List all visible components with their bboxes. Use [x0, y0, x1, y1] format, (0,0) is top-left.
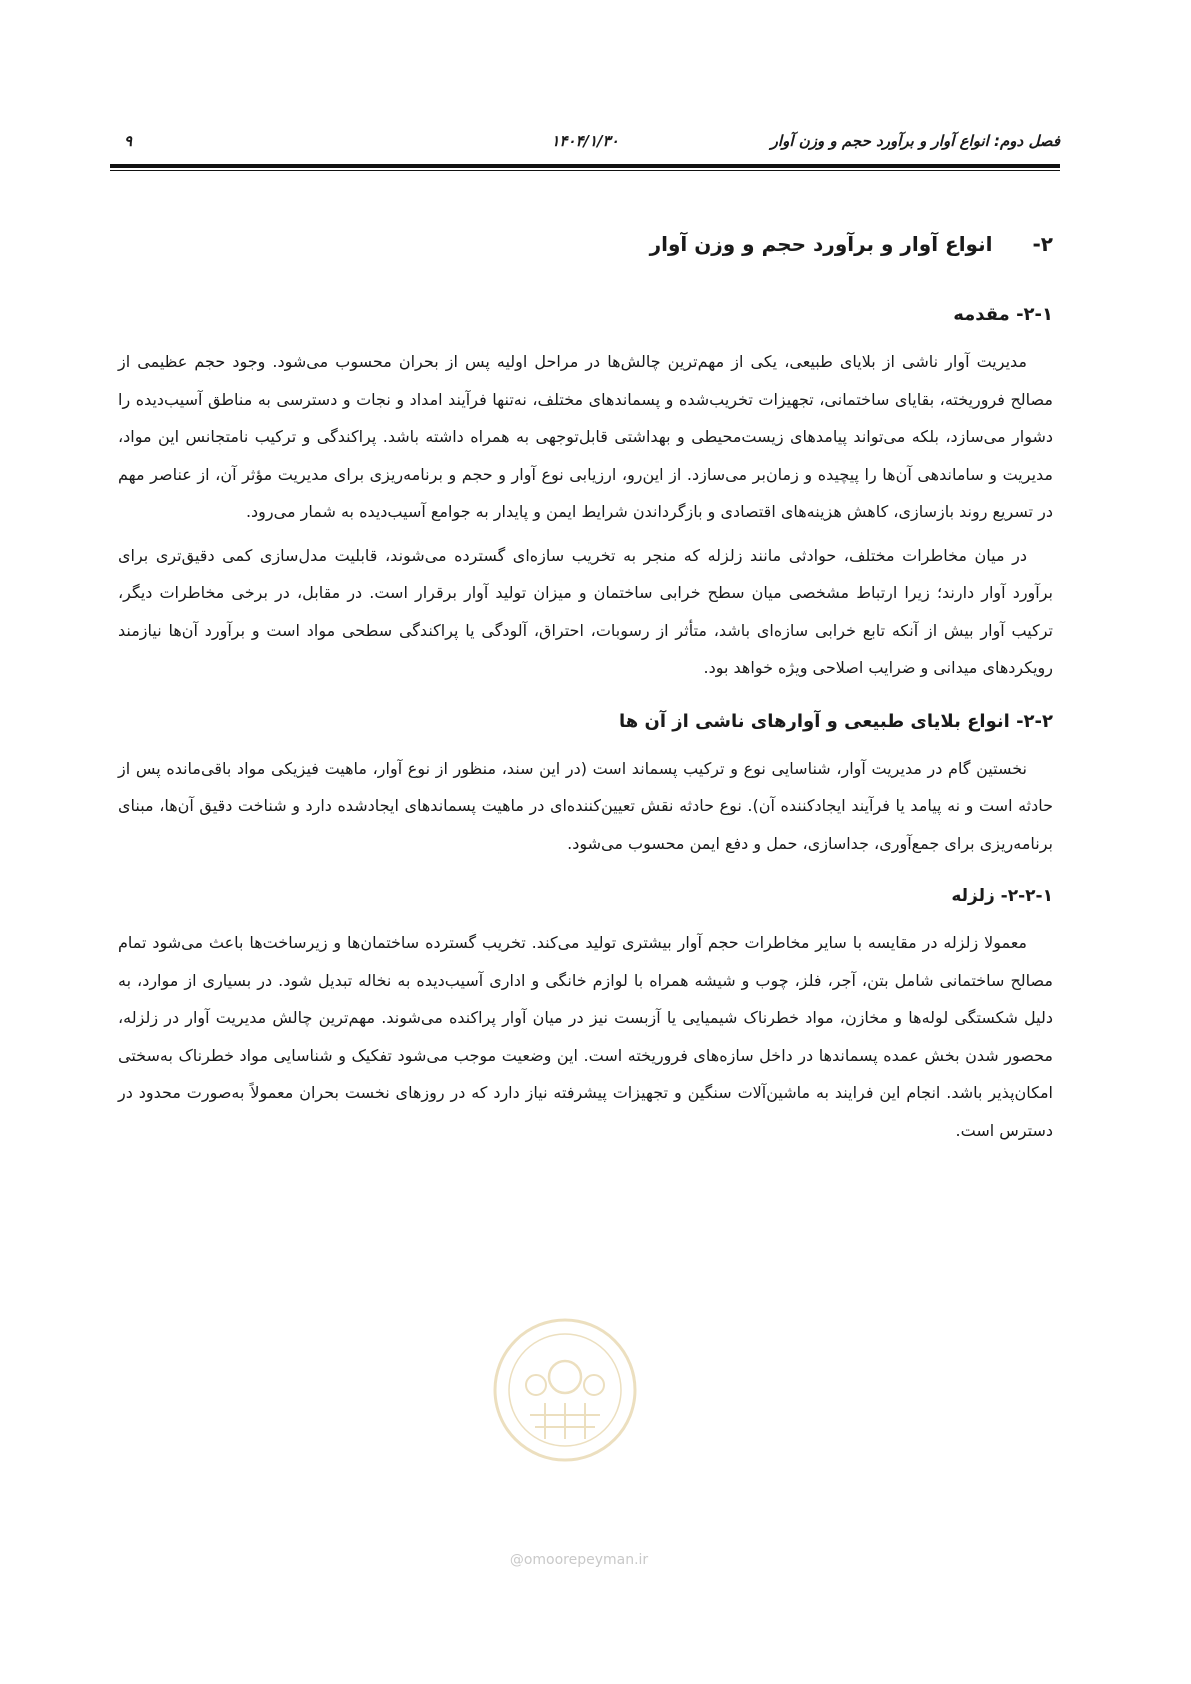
subsection-heading-introduction: ۲-۱- مقدمه [953, 304, 1053, 325]
section-title: انواع آوار و برآورد حجم و وزن آوار [649, 232, 993, 256]
page-number: ۹ [124, 132, 133, 150]
paragraph: معمولا زلزله در مقایسه با سایر مخاطرات حجم آوار بیشتری تولید می‌کند. تخریب گسترده ساختمان‌ها و زیرساخت‌ها باعث می‌شود تمام مصالح ساختمانی شامل بتن، آجر، فلز، چوب و شیشه همراه با لوازم خانگی و اداری آسیب‌دیده به نخاله تبدیل شود. در بسیاری از موارد، به دلیل شکستگی لوله‌ها و مخازن، مواد خطرناک شیمیایی یا آزبست نیز در میان آوار پراکنده می‌شوند. مهم‌ترین چالش مدیریت آوار در زلزله، محصور شدن بخش عمده پسماندها در داخل سازه‌های فروریخته است. این وضعیت موجب می‌شود تفکیک و شناسایی مواد خطرناک به‌سختی امکان‌پذیر باشد. انجام این فرایند به ماشین‌آلات سنگین و تجهیزات پیشرفته نیاز دارد که در روزهای نخست بحران معمولاً به‌صورت محدود در دسترس است. [118, 933, 1053, 1140]
header-divider-thick [110, 164, 1060, 168]
watermark-url: @omoorepeyman.ir [509, 1552, 649, 1568]
document-body [118, 232, 1053, 1155]
page-header [110, 128, 1060, 158]
section-heading [118, 232, 1053, 256]
subsubsection-heading-earthquake: ۲-۲-۱- زلزله [951, 886, 1053, 906]
paragraph: مدیریت آوار ناشی از بلایای طبیعی، یکی از مهم‌ترین چالش‌ها در مراحل اولیه پس از بحران محسوب می‌شود. وجود حجم عظیمی از مصالح فروریخته، بقایای ساختمانی، تجهیزات تخریب‌شده و پسماندهای مختلف، نه‌تنها فرآیند امداد و نجات و دسترسی به مناطق آسیب‌دیده را دشوار می‌سازد، بلکه می‌تواند پیامدهای زیست‌محیطی و بهداشتی قابل‌توجهی به همراه داشته باشد. پراکندگی و ترکیب نامتجانس این مواد، مدیریت و ساماندهی آن‌ها را پیچیده و زمان‌بر می‌سازد. از این‌رو، ارزیابی نوع آوار و حجم و برنامه‌ریزی برای مدیریت مؤثر آن، از عناصر مهم در تسریع روند بازسازی، کاهش هزینه‌های اقتصادی و بازگرداندن شرایط ایمن و پایدار به جوامع آسیب‌دیده به شمار می‌رود. [118, 352, 1053, 521]
document-date: ۱۴۰۴/۱/۳۰ [551, 132, 619, 150]
section-number: ۲- [1032, 232, 1053, 256]
paragraph: نخستین گام در مدیریت آوار، شناسایی نوع و ترکیب پسماند است (در این سند، منظور از نوع آوار، ماهیت فیزیکی مواد باقی‌مانده پس از حادثه است و نه پیامد یا فرآیند ایجادکننده آن). نوع حادثه نقش تعیین‌کننده‌ای در ماهیت پسماندهای ایجادشده دارد و شناخت دقیق آن‌ها، مبنای برنامه‌ریزی برای جمع‌آوری، جداسازی، حمل و دفع ایمن محسوب می‌شود. [118, 758, 1053, 853]
subsection-heading-disaster-types: ۲-۲- انواع بلایای طبیعی و آوارهای ناشی از آن ها [618, 710, 1053, 732]
paragraph: در میان مخاطرات مختلف، حوادثی مانند زلزله که منجر به تخریب سازه‌ای گسترده می‌شوند، قابلیت مدل‌سازی کمی دقیق‌تری برای برآورد آوار دارند؛ زیرا ارتباط مشخصی میان سطح خرابی ساختمان و میزان تولید آوار برقرار است. در مقابل، در برخی مخاطرات دیگر، ترکیب آوار بیش از آنکه تابع خرابی سازه‌ای باشد، متأثر از رسوبات، احتراق، آلودگی یا پراکندگی سطحی مواد است و برآورد آن‌ها نیازمند رویکردهای میدانی و ضرایب اصلاحی ویژه خواهد بود. [118, 545, 1053, 677]
seal-logo-icon [490, 1315, 640, 1465]
chapter-title: فصل دوم: انواع آوار و برآورد حجم و وزن آوار [770, 132, 1060, 150]
header-divider-thin [110, 170, 1060, 171]
